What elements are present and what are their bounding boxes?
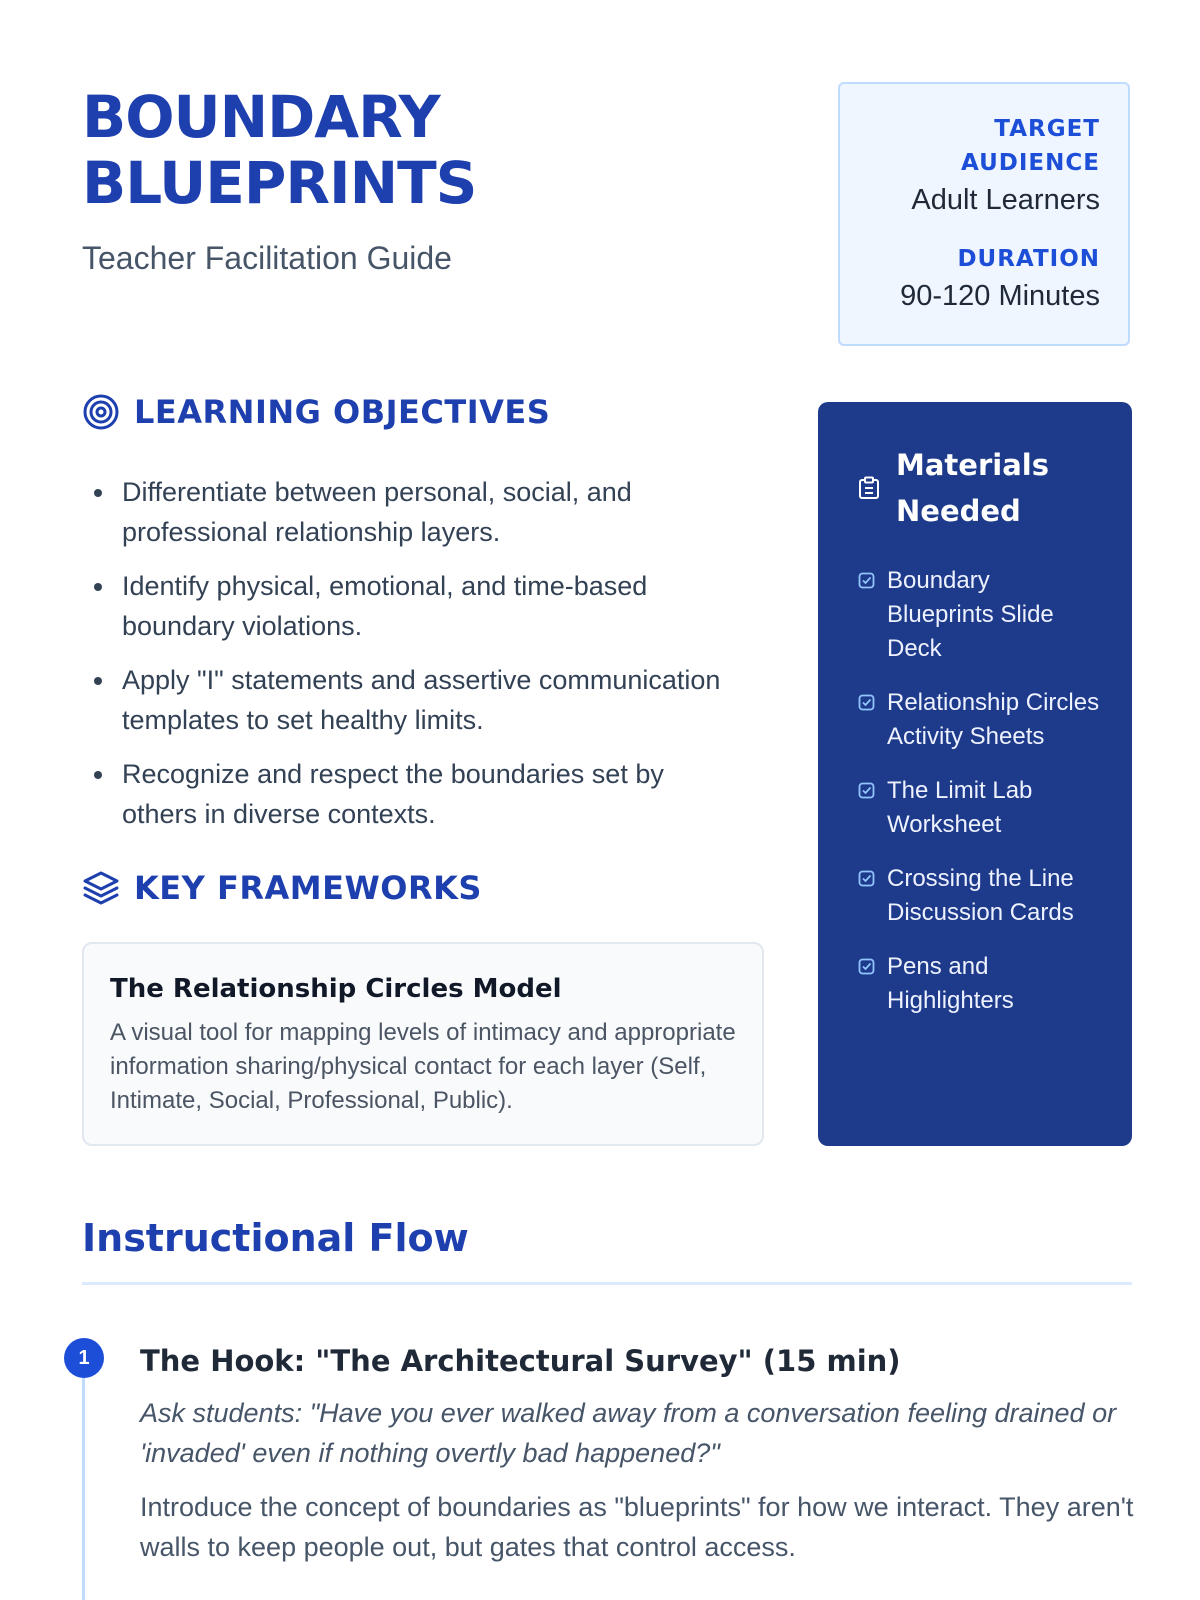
frameworks-heading-text: KEY FRAMEWORKS bbox=[134, 869, 482, 907]
list-item: Differentiate between personal, social, and professional relationship layers. bbox=[92, 472, 742, 552]
list-item bbox=[858, 774, 1102, 842]
target-icon bbox=[82, 393, 120, 431]
step-quote: Ask students: "Have you ever walked away from a conversation feeling drained or 'invaded' even if nothing overtly bad happened?" bbox=[140, 1398, 1117, 1468]
list-item bbox=[858, 950, 1102, 1018]
materials-title-line-2: Needed bbox=[896, 494, 1021, 528]
meta-info-box bbox=[838, 82, 1130, 346]
materials-heading bbox=[858, 442, 1102, 534]
page-title bbox=[82, 84, 722, 216]
step-body: Introduce the concept of boundaries as "blueprints" for how we interact. They aren't walls to keep people out, but gates that control access. bbox=[140, 1492, 1134, 1562]
checkbox-icon bbox=[858, 958, 875, 975]
materials-list bbox=[858, 564, 1102, 1018]
clipboard-icon bbox=[858, 476, 880, 500]
materials-panel bbox=[818, 402, 1132, 1146]
audience-label bbox=[868, 112, 1100, 180]
list-item: Apply "I" statements and assertive communication templates to set healthy limits. bbox=[92, 660, 742, 740]
material-label: Boundary Blueprints Slide Deck bbox=[887, 567, 1054, 662]
flow-heading: Instructional Flow bbox=[82, 1216, 469, 1260]
checkbox-icon bbox=[858, 782, 875, 799]
audience-label-line-1: TARGET bbox=[994, 116, 1100, 142]
list-item: Recognize and respect the boundaries set by others in diverse contexts. bbox=[92, 754, 742, 834]
page-subtitle: Teacher Facilitation Guide bbox=[82, 240, 452, 276]
objectives-heading bbox=[82, 393, 550, 431]
material-label: Pens and Highlighters bbox=[887, 953, 1014, 1014]
audience-label-line-2: AUDIENCE bbox=[961, 150, 1100, 176]
materials-title-line-1: Materials bbox=[896, 448, 1049, 482]
flow-divider bbox=[82, 1282, 1132, 1285]
checkbox-icon bbox=[858, 870, 875, 887]
checkbox-icon bbox=[858, 572, 875, 589]
title-line-2: BLUEPRINTS bbox=[82, 149, 477, 217]
materials-title bbox=[896, 442, 1049, 534]
material-label: Crossing the Line Discussion Cards bbox=[887, 865, 1074, 926]
audience-value: Adult Learners bbox=[911, 184, 1100, 216]
list-item bbox=[858, 564, 1102, 666]
objectives-heading-text: LEARNING OBJECTIVES bbox=[134, 393, 551, 431]
checkbox-icon bbox=[858, 694, 875, 711]
step-title: The Hook: "The Architectural Survey" (15 min) bbox=[140, 1344, 901, 1378]
objectives-list bbox=[92, 472, 742, 848]
list-item: Identify physical, emotional, and time-based boundary violations. bbox=[92, 566, 742, 646]
layers-icon bbox=[82, 869, 120, 907]
timeline-line bbox=[82, 1375, 85, 1600]
framework-card bbox=[82, 942, 764, 1146]
frameworks-heading bbox=[82, 869, 482, 907]
step-number-badge: 1 bbox=[64, 1338, 104, 1378]
framework-card-description: A visual tool for mapping levels of intimacy and appropriate information sharing/physical contact for each layer (Self, Intimate, Social, Professional, Public). bbox=[110, 1019, 736, 1114]
duration-value: 90-120 Minutes bbox=[900, 280, 1100, 312]
title-line-1: BOUNDARY bbox=[82, 83, 440, 151]
duration-label: DURATION bbox=[957, 246, 1100, 272]
material-label: The Limit Lab Worksheet bbox=[887, 777, 1033, 838]
document-header bbox=[82, 84, 722, 277]
list-item bbox=[858, 686, 1102, 754]
framework-card-title: The Relationship Circles Model bbox=[110, 974, 562, 1004]
list-item bbox=[858, 862, 1102, 930]
material-label: Relationship Circles Activity Sheets bbox=[887, 689, 1100, 750]
